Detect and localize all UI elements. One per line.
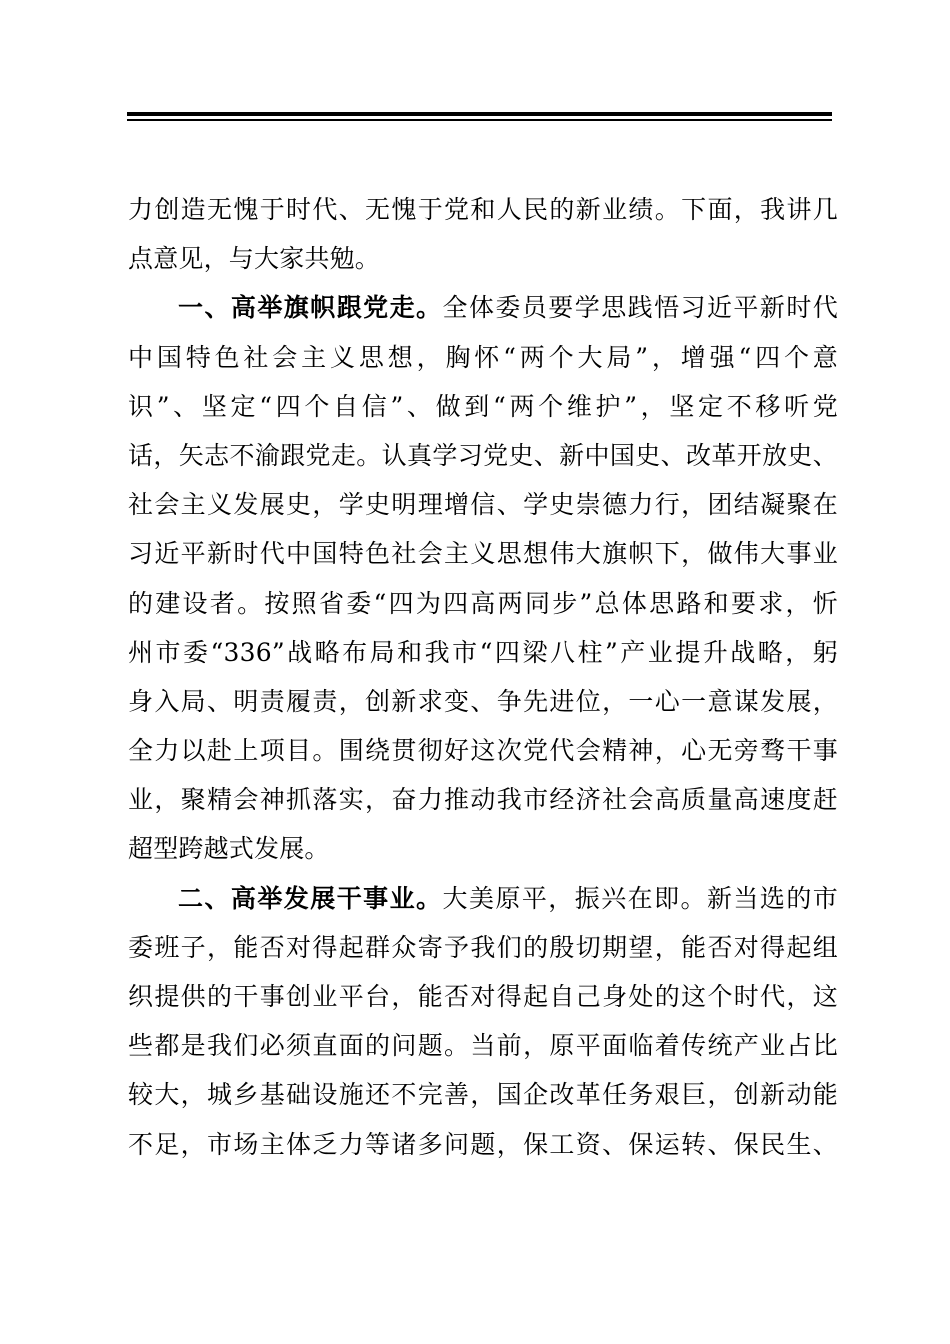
section-1-first-line <box>128 283 838 332</box>
section-2-heading: 二、高举发展干事业。 <box>178 883 443 913</box>
section-2-text: 大美原平，振兴在即。新当选的市 <box>442 883 838 913</box>
section-1-text: 全体委员要学思践悟习近平新时代 <box>442 293 838 323</box>
body-line: 点意见，与大家共勉。 <box>128 244 381 274</box>
body-line: 中国特色社会主义思想，胸怀“两个大局”，增强“四个意 <box>128 342 838 372</box>
body-line: 社会主义发展史，学史明理增信、学史崇德力行，团结凝聚在 <box>128 490 838 520</box>
body-line: 超型跨越式发展。 <box>128 834 330 864</box>
body-line: 的建设者。按照省委“四为四高两同步”总体思路和要求，忻 <box>128 588 838 618</box>
section-1-heading: 一、高举旗帜跟党走。 <box>178 293 443 323</box>
header-rule-thin <box>127 119 832 121</box>
document-body <box>128 185 838 1169</box>
body-line: 委班子，能否对得起群众寄予我们的殷切期望，能否对得起组 <box>128 932 838 962</box>
section-2-first-line <box>128 874 838 923</box>
body-line: 织提供的干事创业平台，能否对得起自己身处的这个时代，这 <box>128 982 838 1011</box>
body-line: 州市委“336”战略布局和我市“四梁八柱”产业提升战略，躬 <box>128 637 838 667</box>
body-line: 全力以赴上项目。围绕贯彻好这次党代会精神，心无旁骛干事 <box>128 736 838 766</box>
body-line: 话，矢志不渝跟党走。认真学习党史、新中国史、改革开放史、 <box>128 440 838 470</box>
body-line: 习近平新时代中国特色社会主义思想伟大旗帜下，做伟大事业 <box>128 539 838 569</box>
body-line: 识”、坚定“四个自信”、做到“两个维护”，坚定不移听党 <box>128 391 838 421</box>
body-line: 身入局、明责履责，创新求变、争先进位，一心一意谋发展， <box>128 686 838 716</box>
header-rule-thick <box>127 112 832 116</box>
body-line: 业，聚精会神抓落实，奋力推动我市经济社会高质量高速度赶 <box>128 785 838 815</box>
body-line: 不足，市场主体乏力等诸多问题，保工资、保运转、保民生、 <box>128 1129 838 1159</box>
body-line: 力创造无愧于时代、无愧于党和人民的新业绩。下面，我讲几 <box>128 195 838 224</box>
body-line: 些都是我们必须直面的问题。当前，原平面临着传统产业占比 <box>128 1031 838 1061</box>
body-line: 较大，城乡基础设施还不完善，国企改革任务艰巨，创新动能 <box>128 1080 838 1110</box>
